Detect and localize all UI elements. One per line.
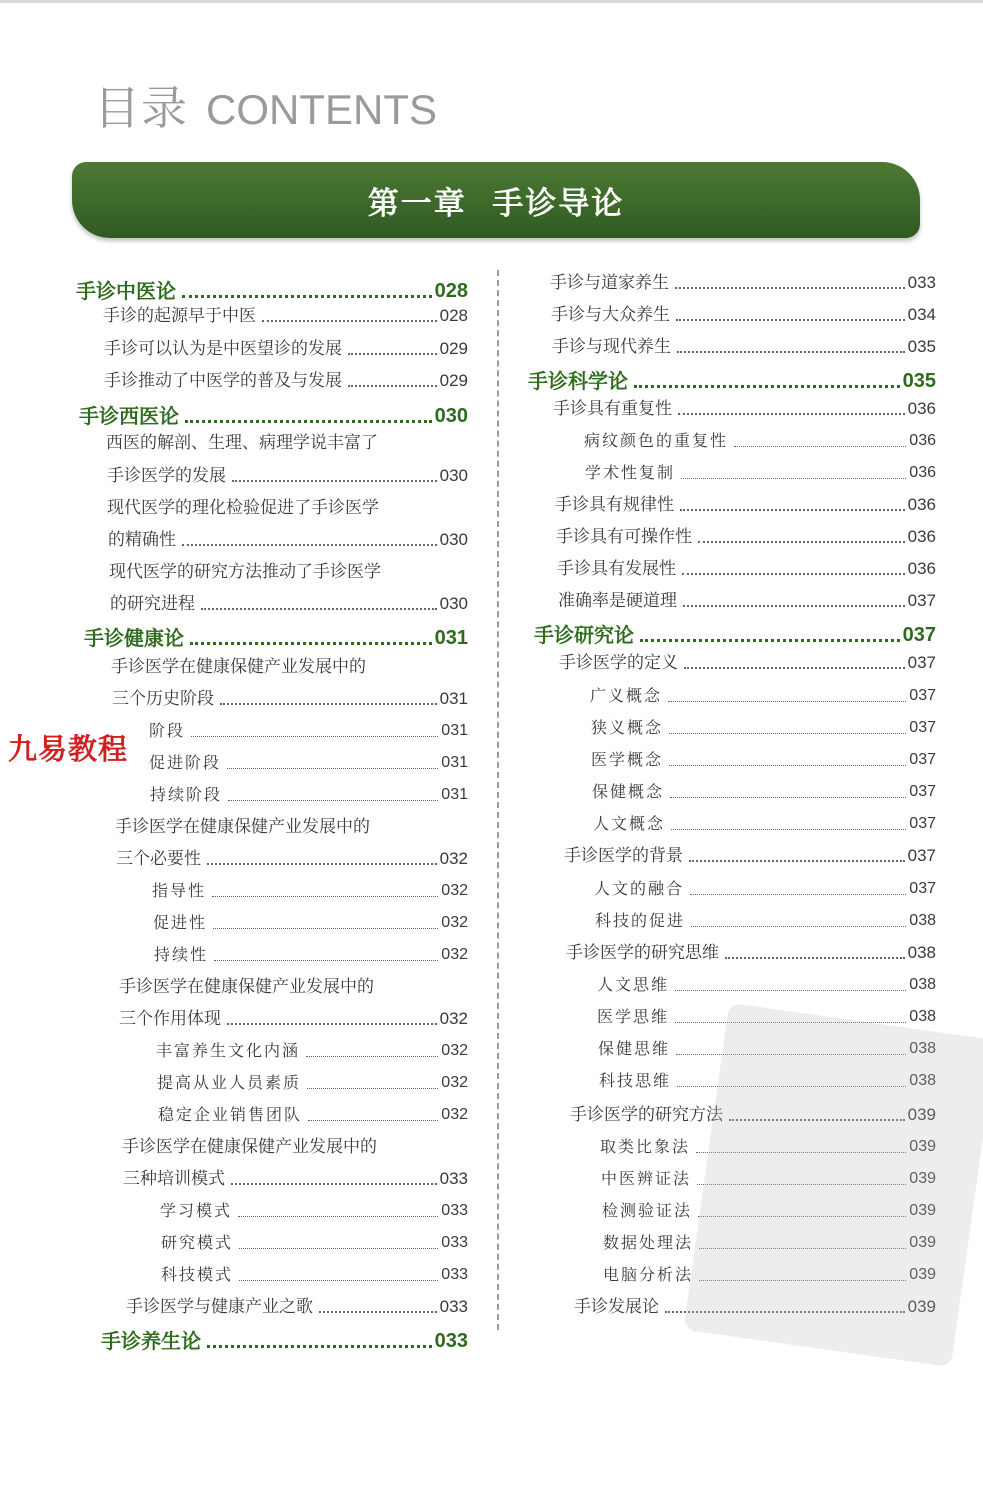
toc-page-number: 039 [909,1202,936,1219]
toc-leader-dots [262,320,437,322]
toc-leader-dots [182,544,437,546]
toc-section-heading [528,368,936,394]
toc-entry [161,1232,468,1254]
toc-entry [152,880,468,902]
toc-leader-dots [348,353,437,355]
toc-page-number: 030 [434,405,468,427]
toc-page-number: 028 [434,280,468,302]
toc-entry-text: 现代医学的研究方法推动了手诊医学 [109,562,381,582]
toc-entry-title: 病纹颜色的重复性 [584,431,729,450]
toc-entry-text: 西医的解剖、生理、病理学说丰富了 [106,433,378,453]
toc-entry-title: 人文思维 [597,975,670,994]
toc-entry-title: 保健概念 [592,782,665,801]
toc-entry [150,784,468,806]
toc-leader-dots [681,478,906,479]
toc-entry-title: 学习模式 [160,1201,233,1220]
toc-entry-title: 保健思维 [598,1039,671,1058]
toc-entry [119,1008,468,1030]
toc-entry [158,1104,468,1126]
toc-page-number: 036 [909,432,936,449]
toc-entry-title: 三种培训模式 [123,1169,225,1189]
toc-leader-dots [725,957,905,959]
toc-page-number: 032 [441,1042,468,1059]
toc-page-number: 036 [907,559,936,578]
page-top-rule [0,0,983,3]
toc-page-number: 033 [441,1266,468,1283]
toc-page-number: 037 [909,751,936,768]
toc-page-number: 036 [907,527,936,546]
toc-page-number: 029 [439,339,468,358]
toc-entry-title: 医学概念 [591,750,664,769]
toc-entry [108,529,468,551]
toc-section-heading [79,403,468,429]
toc-leader-dots [684,667,905,669]
chapter-banner [72,162,920,238]
toc-entry-title: 科技的促进 [595,911,686,930]
toc-page-number: 032 [439,1009,468,1028]
toc-page-number: 031 [441,786,468,803]
toc-leader-dots [227,1023,437,1025]
watermark-text: 九易教程 [8,732,129,766]
toc-entry-title: 的精确性 [108,530,176,550]
toc-entry-title: 持续性 [154,945,209,964]
toc-entry [597,974,936,996]
toc-leader-dots [227,768,438,769]
toc-leader-dots [698,541,905,543]
title-cn: 目录 [94,81,188,135]
page-title [94,72,437,138]
toc-entry-title: 指导性 [152,881,207,900]
toc-entry-title: 手诊发展论 [574,1297,659,1317]
toc-entry-title: 手诊医学的研究思维 [566,943,719,963]
toc-page-number: 032 [441,1074,468,1091]
toc-entry [566,942,936,964]
toc-page-number: 034 [907,305,936,324]
toc-leader-dots [640,639,900,642]
toc-entry [585,462,936,484]
toc-leader-dots [228,800,438,801]
toc-page-number: 033 [441,1202,468,1219]
toc-entry-title: 手诊具有规律性 [555,495,674,515]
toc-entry-title: 手诊养生论 [101,1329,201,1353]
toc-page-number: 039 [909,1266,936,1283]
toc-entry-title: 手诊具有可操作性 [556,527,692,547]
toc-page-number: 036 [909,464,936,481]
toc-entry [590,685,936,707]
toc-entry-title: 人文的融合 [594,879,685,898]
toc-page-number: 033 [907,273,936,292]
toc-entry-title: 手诊医学的背景 [564,846,683,866]
toc-leader-dots [691,926,906,927]
toc-leader-dots [677,351,905,353]
toc-leader-dots [668,701,906,702]
toc-leader-dots [682,573,905,575]
toc-leader-dots [214,960,438,961]
column-divider [497,270,499,1330]
toc-entry-title: 手诊研究论 [534,623,634,647]
toc-entry [116,848,468,870]
toc-entry-title: 手诊医学的发展 [107,466,226,486]
toc-leader-dots [220,703,437,705]
toc-entry [593,813,936,835]
toc-leader-dots [239,1280,438,1281]
toc-entry-title: 提高从业人员素质 [157,1073,302,1092]
toc-entry-title: 持续阶段 [150,785,223,804]
chapter-title: 第一章 手诊导论 [367,185,625,222]
toc-entry-title: 研究模式 [161,1233,234,1252]
title-en: CONTENTS [206,86,437,133]
toc-entry-text: 手诊医学在健康保健产业发展中的 [111,657,366,677]
toc-page-number: 033 [439,1297,468,1316]
toc-leader-dots [670,797,906,798]
toc-entry [104,370,468,392]
toc-page-number: 033 [434,1330,468,1352]
toc-entry [591,717,936,739]
toc-page-number: 030 [439,466,468,485]
toc-entry-title: 狭义概念 [591,718,664,737]
toc-entry [556,526,936,548]
toc-page-number: 038 [909,976,936,993]
toc-leader-dots [307,1088,438,1089]
toc-entry-title: 准确率是硬道理 [558,591,677,611]
toc-page-number: 037 [909,783,936,800]
toc-leader-dots [634,385,900,388]
toc-leader-dots [191,736,438,737]
toc-entry-title: 手诊医学的研究方法 [570,1105,723,1125]
toc-section-heading [84,625,468,651]
toc-leader-dots [232,480,437,482]
toc-leader-dots [683,605,905,607]
toc-leader-dots [185,420,432,423]
toc-entry-title: 手诊西医论 [79,404,179,428]
toc-leader-dots [680,509,905,511]
toc-page-number: 037 [909,719,936,736]
toc-page-number: 039 [909,1170,936,1187]
toc-leader-dots [669,733,906,734]
toc-page-number: 033 [441,1234,468,1251]
toc-entry-title: 手诊的起源早于中医 [103,306,256,326]
toc-entry [550,272,936,294]
toc-page-number: 037 [902,624,936,646]
toc-page-number: 030 [439,530,468,549]
toc-page-number: 038 [909,1072,936,1089]
toc-entry-title: 科技模式 [161,1265,234,1284]
toc-page-number: 032 [441,882,468,899]
toc-page-number: 038 [907,943,936,962]
toc-leader-dots [207,863,437,865]
toc-entry [110,593,468,615]
toc-entry-title: 三个必要性 [116,849,201,869]
toc-entry-title: 手诊中医论 [76,279,176,303]
toc-page-number: 038 [909,1008,936,1025]
toc-entry-title: 的研究进程 [110,594,195,614]
toc-entry-title: 中医辨证法 [601,1169,692,1188]
toc-entry [154,944,468,966]
toc-entry [552,336,936,358]
toc-entry-text: 手诊医学在健康保健产业发展中的 [122,1137,377,1157]
toc-entry-text: 手诊医学在健康保健产业发展中的 [115,817,370,837]
toc-page-number: 031 [434,627,468,649]
toc-page-number: 037 [907,653,936,672]
toc-entry-title: 手诊推动了中医学的普及与发展 [104,371,342,391]
toc-entry [551,304,936,326]
toc-entry [103,305,468,327]
toc-entry-title: 手诊具有发展性 [557,559,676,579]
toc-leader-dots [306,1056,438,1057]
toc-entry-title: 三个作用体现 [119,1009,221,1029]
toc-leader-dots [182,295,432,298]
toc-entry [558,590,936,612]
toc-page-number: 032 [441,946,468,963]
toc-page-number: 035 [907,337,936,356]
toc-leader-dots [207,1345,432,1348]
toc-page-number: 036 [907,399,936,418]
toc-entry [126,1296,468,1318]
toc-page-number: 031 [439,689,468,708]
toc-entry-title: 电脑分析法 [603,1265,694,1284]
toc-section-heading [101,1328,468,1354]
toc-page-number: 031 [441,722,468,739]
toc-entry-text: 现代医学的理化检验促进了手诊医学 [107,498,379,518]
toc-entry [591,749,936,771]
toc-page-number: 037 [907,846,936,865]
toc-entry-title: 阶段 [149,721,186,740]
toc-leader-dots [239,1248,438,1249]
toc-page-number: 037 [909,815,936,832]
toc-entry [564,845,936,867]
toc-page-number: 038 [909,912,936,929]
toc-leader-dots [238,1216,438,1217]
toc-page-number: 032 [439,849,468,868]
toc-leader-dots [676,319,905,321]
toc-entry [112,688,468,710]
toc-entry-title: 三个历史阶段 [112,689,214,709]
toc-entry-title: 科技思维 [599,1071,672,1090]
toc-page-number: 035 [902,370,936,392]
toc-page-number: 039 [907,1297,936,1316]
toc-page-number: 029 [439,371,468,390]
toc-page-number: 039 [909,1138,936,1155]
toc-section-heading [76,278,468,304]
toc-leader-dots [308,1120,438,1121]
toc-section-heading [534,622,936,648]
toc-entry-title: 手诊与现代养生 [552,337,671,357]
toc-page-number: 032 [441,914,468,931]
toc-entry-title: 医学思维 [597,1007,670,1026]
toc-entry-title: 广义概念 [590,686,663,705]
toc-entry-title: 促进阶段 [149,753,222,772]
toc-entry [104,338,468,360]
toc-entry [592,781,936,803]
toc-entry-title: 丰富养生文化内涵 [156,1041,301,1060]
toc-entry [153,912,468,934]
toc-page-number: 037 [909,687,936,704]
toc-page-number: 036 [907,495,936,514]
toc-entry-title: 手诊与大众养生 [551,305,670,325]
toc-entry-title: 手诊医学的定义 [559,653,678,673]
toc-page-number: 037 [909,880,936,897]
toc-entry-title: 手诊与道家养生 [550,273,669,293]
toc-leader-dots [690,894,906,895]
toc-entry-title: 取类比象法 [600,1137,691,1156]
toc-leader-dots [675,287,905,289]
toc-page-number: 038 [909,1040,936,1057]
toc-leader-dots [231,1183,437,1185]
toc-entry-title: 手诊科学论 [528,369,628,393]
toc-entry [157,1072,468,1094]
toc-page-number: 032 [441,1106,468,1123]
toc-entry-title: 人文概念 [593,814,666,833]
toc-leader-dots [678,413,905,415]
toc-leader-dots [734,446,906,447]
toc-entry-title: 检测验证法 [602,1201,693,1220]
toc-entry [107,465,468,487]
toc-entry-text: 手诊医学在健康保健产业发展中的 [119,977,374,997]
toc-entry-title: 数据处理法 [603,1233,694,1252]
toc-entry-title: 手诊可以认为是中医望诊的发展 [104,339,342,359]
toc-entry-title: 手诊医学与健康产业之歌 [126,1297,313,1317]
toc-entry-title: 稳定企业销售团队 [158,1105,303,1124]
toc-page-number: 037 [907,591,936,610]
toc-leader-dots [675,990,906,991]
toc-entry-title: 学术性复制 [585,463,676,482]
toc-leader-dots [201,608,437,610]
toc-entry-title: 促进性 [153,913,208,932]
toc-leader-dots [190,642,432,645]
toc-entry [553,398,936,420]
toc-page-number: 030 [439,594,468,613]
toc-entry [123,1168,468,1190]
toc-entry [149,720,468,742]
toc-entry [594,878,936,900]
toc-leader-dots [671,829,906,830]
toc-page-number: 039 [907,1105,936,1124]
toc-entry [555,494,936,516]
toc-leader-dots [319,1311,437,1313]
toc-leader-dots [669,765,906,766]
toc-entry [149,752,468,774]
toc-entry [160,1200,468,1222]
toc-entry [156,1040,468,1062]
toc-entry [559,652,936,674]
toc-entry [557,558,936,580]
toc-page-number: 028 [439,306,468,325]
toc-leader-dots [213,928,438,929]
toc-leader-dots [689,860,905,862]
toc-leader-dots [212,896,438,897]
watermark-stamp [683,1003,983,1367]
toc-page-number: 039 [909,1234,936,1251]
toc-entry-title: 手诊健康论 [84,626,184,650]
toc-page-number: 033 [439,1169,468,1188]
toc-leader-dots [348,385,437,387]
toc-page-number: 031 [441,754,468,771]
toc-entry [584,430,936,452]
toc-entry-title: 手诊具有重复性 [553,399,672,419]
toc-entry [161,1264,468,1286]
toc-entry [595,910,936,932]
